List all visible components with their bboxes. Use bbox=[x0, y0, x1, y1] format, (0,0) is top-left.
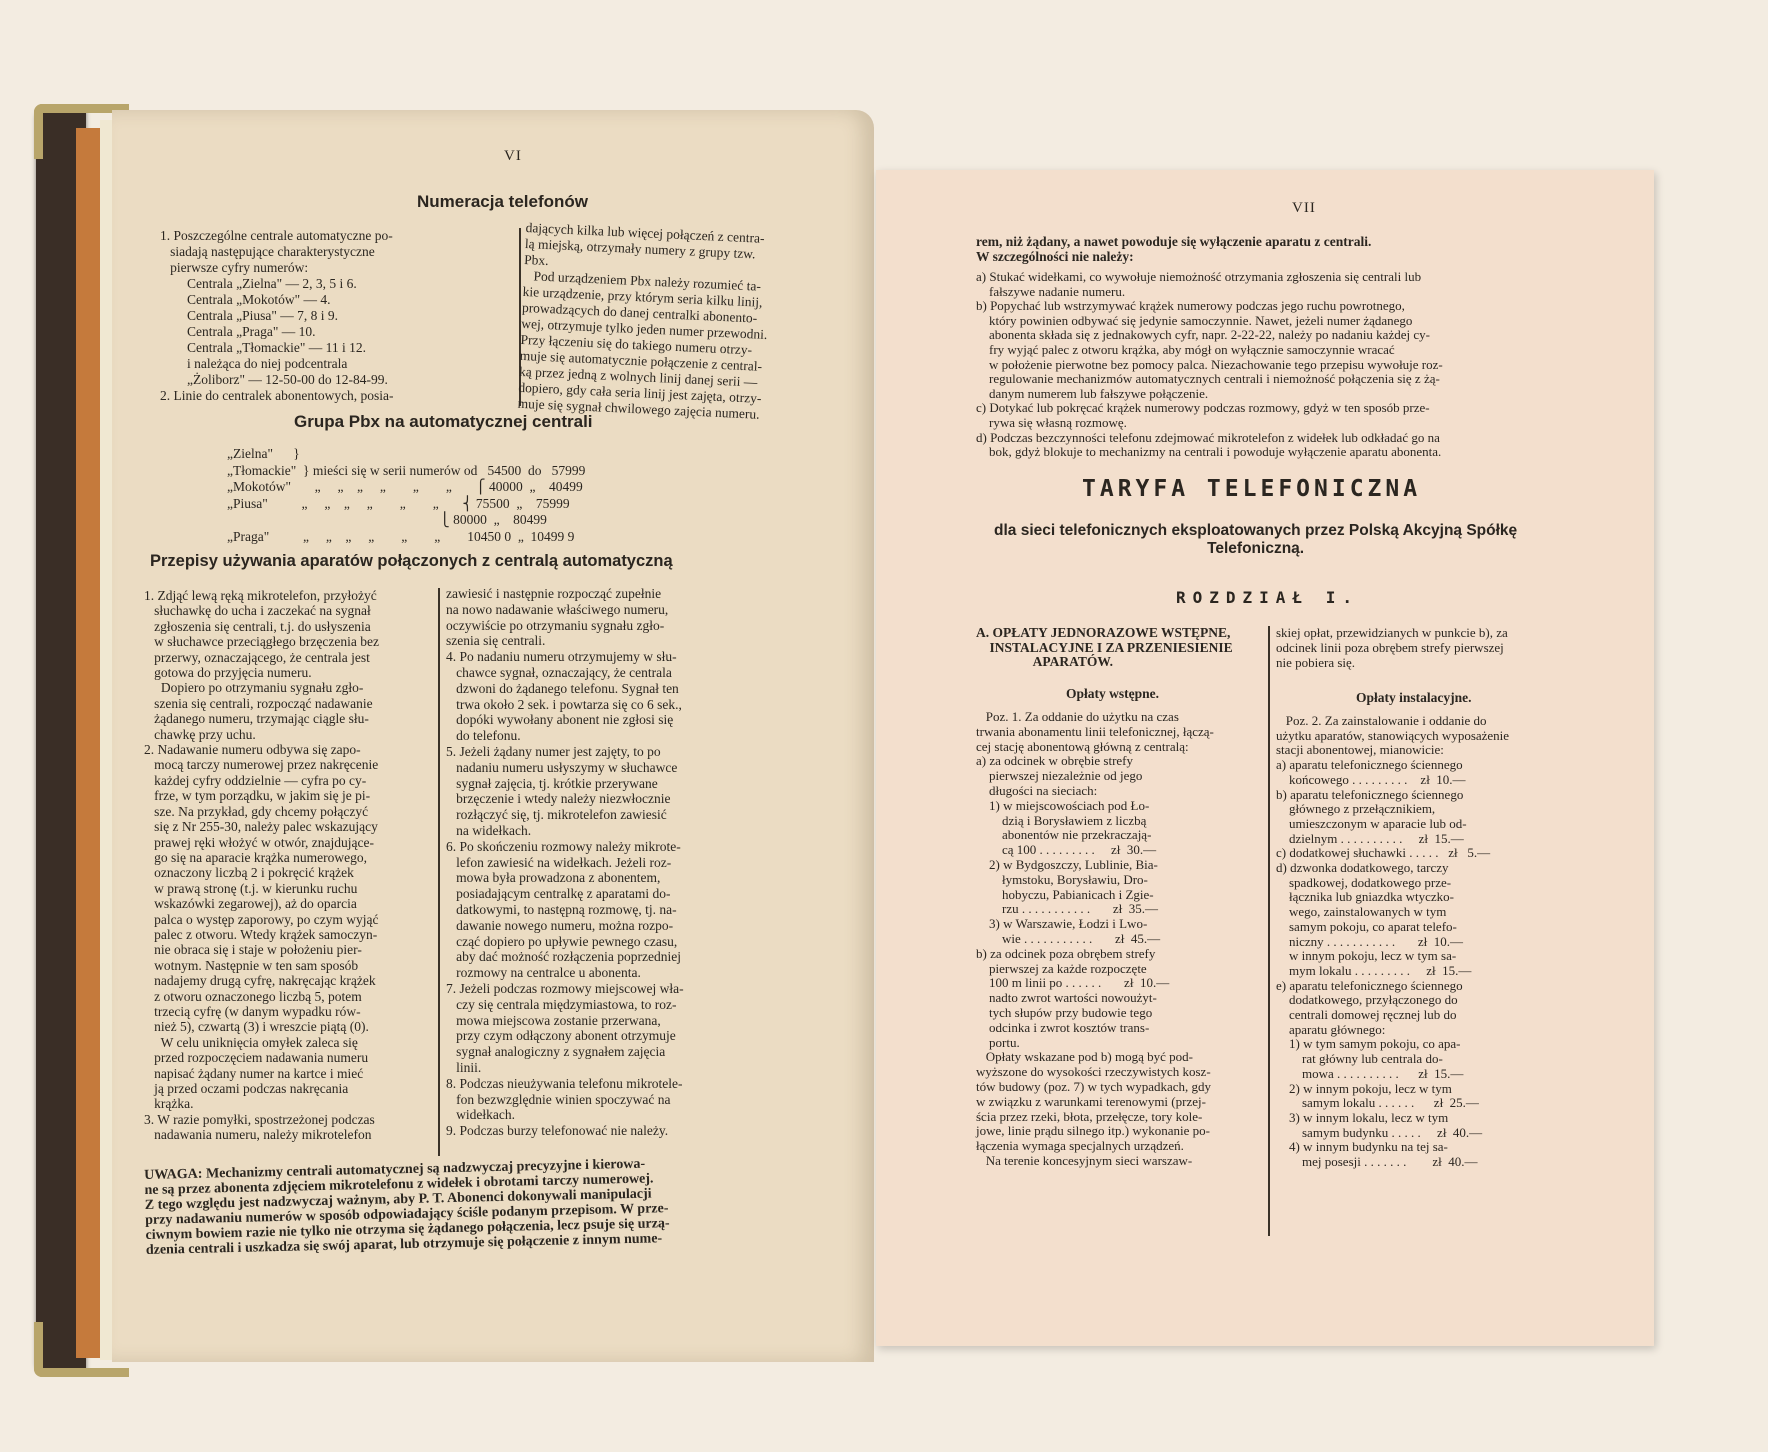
col1-heading: Opłaty wstępne. bbox=[1066, 686, 1160, 701]
page-number: VI bbox=[504, 148, 522, 164]
page-number: VII bbox=[1292, 200, 1316, 216]
intro-text: rem, niż żądany, a nawet powoduje się wyłączenie aparatu z centrali. W szczególności nie należy: bbox=[976, 234, 1372, 264]
col2-top-text: skiej opłat, przewidzianych w punkcie b), za odcinek linii poza obrębem strefy pierwszej nie pobiera się. bbox=[1276, 625, 1508, 670]
chapter-heading: ROZDZIAŁ I. bbox=[1176, 588, 1359, 607]
section-a-heading: A. OPŁATY JEDNORAZOWE WSTĘPNE, INSTALACYJNE I ZA PRZENIESIENIE APARATÓW. bbox=[976, 625, 1233, 669]
do-not-list: a) Stukać widełkami, co wywołuje niemożność otrzymania zgłoszenia się centrali lub fałszywe nadanie numeru. b) Popychać lub wstrzymywać krążek numerowy podczas jego ruchu powrotnego, który powinien odbywać się jedynie samoczynnie. Nawet, jeżeli numer żądanego abonenta składa się z jednakowych cyfr, napr. 2-22-22, należy po nadaniu każdej cy- fry wyjąć palec z otworu krążka, aby mógł on wyłącznie samoczynnie wracać w położenie pierwotne bez pomocy palca. Niezachowanie tego przepisu wywołuje roz- regulowanie mechanizmów automatycznych centrali i niemożność połączenia się z żą- danym numerem lub fałszywe połączenie. c) Dotykać lub pokręcać krążek numerowy podczas rozmowy, gdyż w ten sposób prze- rywa się własną rozmowę. d) Podczas bezczynności telefonu zdejmować mikrotelefon z widełek lub odkładać go na bok, gdyż blokuje to mechanizmy na centrali i powoduje wyłączenie aparatu abonenta. bbox=[976, 269, 1443, 460]
grupa-pbx-table: „Zielna" } „Tłomackie" } mieści się w serii numerów od 54500 do 57999 „Mokotów" „ „ „ „ „ „ ⎧ 40000 „ 40499 „Piusa" „ „ „ „ „ „ ⎨ 75500 „ 75999 ⎩ 80000 „ 80499 „Praga" „ „ „ „ „ „ 10450 0 „ 10499 9 bbox=[227, 446, 586, 544]
przepisy-column-1: 1. Zdjąć lewą ręką mikrotelefon, przyłożyć słuchawkę do ucha i zaczekać na sygnał zgłoszenia się centrali, t.j. do usłyszenia w słuchawce przeciągłego brzęczenia bez przerwy, oznaczającego, że centrala jest gotowa do przyjęcia numeru. Dopiero po otrzymaniu sygnału zgło- szenia się centrali, rozpocząć nadawanie żądanego numeru, trzymając ciągle słu- chawkę przy uchu. 2. Nadawanie numeru odbywa się zapo- mocą tarczy numerowej przez nakręcenie każdej cyfry oddzielnie — cyfra po cy- frze, w tym porządku, w jakim się je pi- sze. Na przykład, gdy chcemy połączyć się z Nr 255-30, należy palec wskazujący prawej ręki włożyć w otwór, znajdujące- go się na aparacie krążka numerowego, oznaczony liczbą 2 i pokręcić krążek w prawą stronę (t.j. w kierunku ruchu wskazówki zegarowej), aż do oparcia palca o występ zaporowy, po czym wyjąć palec z otworu. Wtedy krążek samoczyn- nie obraca się i staje w położeniu pier- wotnym. Następnie w ten sam sposób nadajemy drugą cyfrę, nakręcając krążek z otworu oznaczonego liczbą 5, potem trzecią cyfrę (w danym wypadku rów- nież 5), czwartą (3) i wreszcie piątą (0). W celu uniknięcia omyłek zaleca się przed rozpoczęciem nadawania numeru napisać żądany numer na kartce i mieć ją przed oczami podczas nakręcania krążka. 3. W razie pomyłki, spostrzeżonej podczas nadawania numeru, należy mikrotelefon bbox=[144, 588, 379, 1143]
column-rule bbox=[438, 588, 440, 1156]
col2-text: Poz. 2. Za zainstalowanie i oddanie do użytku aparatów, stanowiących wyposażenie stacji abonentowej, mianowicie: a) aparatu telefonicznego ściennego końcowego . . . . . . . . . zł 10.— b) aparatu telefonicznego ściennego głównego z przełącznikiem, umieszczonym w aparacie lub od- dzielnym . . . . . . . . . . zł 15.— c) dodatkowej słuchawki . . . . . zł 5.— d) dzwonka dodatkowego, tarczy spadkowej, dodatkowego prze- łącznika lub gniazdka wtyczko- wego, zainstalowanych w tym samym pokoju, co aparat telefo- niczny . . . . . . . . . . . zł 10.— w innym pokoju, lecz w tym sa- mym lokalu . . . . . . . . . zł 15.— e) aparatu telefonicznego ściennego dodatkowego, przyłączonego do centrali domowej ręcznej lub do aparatu głównego: 1) w tym samym pokoju, co apa- rat główny lub centrala do- mowa . . . . . . . . . . zł 15.— 2) w innym pokoju, lecz w tym samym lokalu . . . . . . zł 25.— 3) w innym lokalu, lecz w tym samym budynku . . . . . zł 40.— 4) w innym budynku na tej sa- mej posesji . . . . . . . zł 40.— bbox=[1276, 713, 1510, 1170]
numeracja-column-2: dających kilka lub więcej połączeń z centra- lą miejską, otrzymały numery z grupy tzw. Pbx. Pod urządzeniem Pbx należy rozumieć ta- kie urządzenie, przy którym seria kilku linij, prowadzących do danej centralki abonento- wej, otrzymuje tylko jeden numer przewodni. Przy łączeniu się do takiego numeru otrzy- muje się automatycznie połączenie z central- ką przez jedną z wolnych linij danej serii — dopiero, gdy cała seria linij jest zajęta, otrzy- muje się sygnał chwilowego zajęcia numeru. bbox=[517, 220, 768, 422]
left-page bbox=[112, 110, 874, 1362]
uwaga-note: UWAGA: Mechanizmy centrali automatycznej są nadzwyczaj precyzyjne i kierowa- ne są przez abonenta zdjęciem mikrotelefonu z widełek i obrotami tarczy numerowej. Z tego względu jest nadzwyczaj ważnym, aby P. T. Abonenci dokonywali manipulacji przy nadawaniu numerów w sposób odpowiadający ściśle podanym przepisom. W prze- ciwnym bowiem razie nie tylko nie otrzyma się żądanego połączenia, lecz psuje się urzą- dzenia centrali i uszkadza się swój aparat, lub otrzymuje się połączenie z innym nume- bbox=[144, 1156, 670, 1258]
subtitle: dla sieci telefonicznych eksploatowanych przez Polską Akcyjną Spółkę Telefoniczną. bbox=[994, 522, 1518, 557]
section-title-numeracja: Numeracja telefonów bbox=[417, 192, 588, 211]
main-title: TARYFA TELEFONICZNA bbox=[1082, 476, 1422, 502]
col2-heading: Opłaty instalacyjne. bbox=[1356, 690, 1472, 705]
right-page bbox=[876, 170, 1654, 1346]
numeracja-column-1: 1. Poszczególne centrale automatyczne po- siadają następujące charakterystyczne pierwsze cyfry numerów: Centrala „Zielna" — 2, 3, 5 i 6. Centrala „Mokotów" — 4. Centrala „Piusa" — 7, 8 i 9. Centrala „Praga" — 10. Centrala „Tłomackie" — 11 i 12. i należąca do niej podcentrala „Żoliborz" — 12-50-00 do 12-84-99. 2. Linie do centralek abonentowych, posia- bbox=[160, 228, 394, 403]
section-title-grupa-pbx: Grupa Pbx na automatycznej centrali bbox=[294, 412, 593, 431]
column-rule bbox=[1268, 626, 1270, 1236]
col1-text: Poz. 1. Za oddanie do użytku na czas trwania abonamentu linii telefonicznej, łączą- cej stację abonentową główną z centralą: a) za odcinek w obrębie strefy pierwszej niezależnie od jego długości na sieciach: 1) w miejscowościach pod Ło- dzią i Borysławiem z liczbą abonentów nie przekraczają- cą 100 . . . . . . . . . zł 30.— 2) w Bydgoszczy, Lublinie, Bia- łymstoku, Borysławiu, Dro- hobyczu, Pabianicach i Zgie- rzu . . . . . . . . . . . zł 35.— 3) w Warszawie, Łodzi i Lwo- wie . . . . . . . . . . . zł 45.— b) za odcinek poza obrębem strefy pierwszej za każde rozpoczęte 100 m linii po . . . . . . zł 10.— nadto zwrot wartości nowoużyt- tych słupów przy budowie tego odcinka i zwrot kosztów trans- portu. Opłaty wskazane pod b) mogą być pod- wyższone do wysokości rzeczywistych kosz- tów budowy (poz. 7) w tych wypadkach, gdy w związku z warunkami terenowymi (przej- ścia przez rzeki, błota, przełęcze, tory kole- jowe, linie prądu silnego itp.) wykonanie po- łączenia wymaga specjalnych urządzeń. Na terenie koncesyjnym sieci warszaw- bbox=[976, 709, 1214, 1168]
przepisy-column-2: zawiesić i następnie rozpocząć zupełnie na nowo nadawanie właściwego numeru, oczywiście po otrzymaniu sygnału zgło- szenia się centrali. 4. Po nadaniu numeru otrzymujemy w słu- chawce sygnał, oznaczający, że centrala dzwoni do żądanego telefonu. Sygnał ten trwa około 2 sek. i powtarza się co 6 sek., dopóki wywołany abonent nie zgłosi się do telefonu. 5. Jeżeli żądany numer jest zajęty, to po nadaniu numeru usłyszymy w słuchawce sygnał zajęcia, tj. krótkie przerywane brzęczenie i wtedy należy niezwłocznie rozłączyć się, tj. mikrotelefon zawiesić na widełkach. 6. Po skończeniu rozmowy należy mikrote- lefon zawiesić na widełkach. Jeżeli roz- mowa była prowadzona z abonentem, posiadającym centralkę z aparatami do- datkowymi, to następną rozmowę, tj. na- dawanie nowego numeru, można rozpo- cząć dopiero po upływie pewnego czasu, aby dać możność rozłączenia poprzedniej rozmowy na centralce u abonenta. 7. Jeżeli podczas rozmowy miejscowej wła- czy się centrala międzymiastowa, to roz- mowa miejscowa zostanie przerwana, przy czym odłączony abonent otrzymuje sygnał analogiczny z sygnałem zajęcia linii. 8. Podczas nieużywania telefonu mikrotele- fon bezwzględnie winien spoczywać na widełkach. 9. Podczas burzy telefonować nie należy. bbox=[446, 586, 684, 1139]
section-title-przepisy: Przepisy używania aparatów połączonych z centralą automatyczną bbox=[150, 552, 673, 570]
